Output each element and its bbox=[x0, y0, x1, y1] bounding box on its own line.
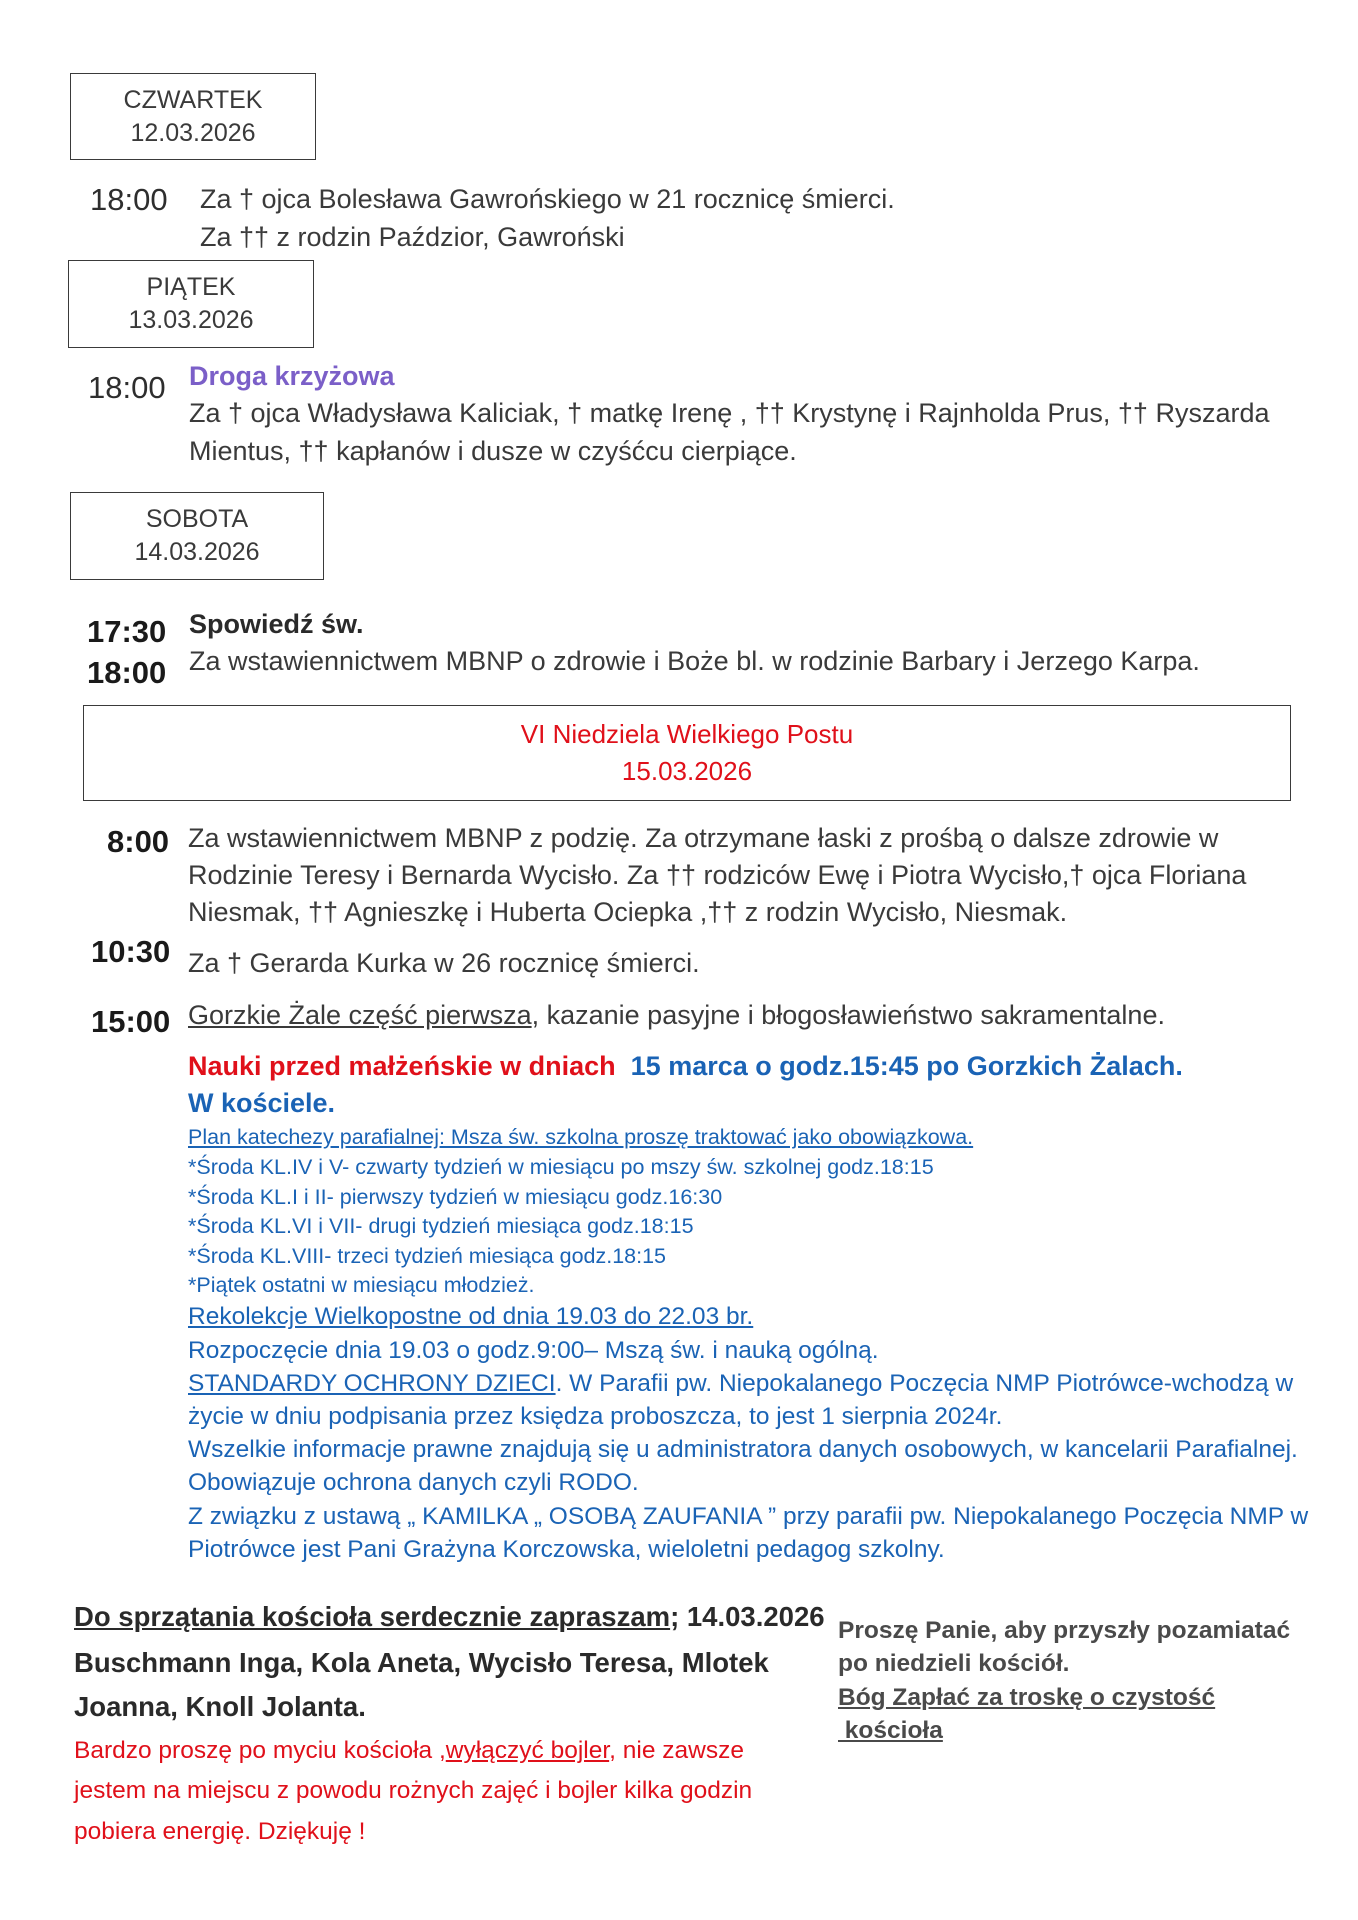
day-name: SOBOTA bbox=[145, 505, 249, 533]
day-header-thursday bbox=[70, 73, 316, 160]
intention-line: Za wstawiennictwem MBNP z podzię. Za otrzymane łaski z prośbą o dalsze zdrowie w bbox=[188, 823, 1219, 853]
boiler-note: pobiera energię. Dziękuję ! bbox=[74, 1818, 366, 1845]
sweep-request: po niedzieli kościół. bbox=[838, 1650, 1070, 1677]
boiler-note: jestem na miejscu z powodu rożnych zajęć i bojler kilka godzin bbox=[74, 1777, 753, 1804]
cleaning-title bbox=[74, 1601, 825, 1633]
intention-line: Za † ojca Władysława Kaliciak, † matkę Irenę , †† Krystynę i Rajnholda Prus, †† Ryszarda bbox=[189, 398, 1270, 428]
event-title: Spowiedź św. bbox=[189, 609, 364, 639]
cleaning-title-date: ; 14.03.2026 bbox=[670, 1601, 825, 1632]
katecheza-item: *Piątek ostatni w miesiącu młodzież. bbox=[188, 1273, 535, 1297]
day-date: 14.03.2026 bbox=[134, 538, 260, 566]
standardy-line bbox=[188, 1370, 1293, 1398]
katecheza-title-link[interactable]: Plan katechezy parafialnej: Msza św. szkolna proszę traktować jako obowiązkowa. bbox=[188, 1125, 974, 1149]
day-header-sunday bbox=[83, 705, 1291, 801]
nauki-blue: 15 marca o godz.15:45 po Gorzkich Żalach. bbox=[630, 1051, 1183, 1081]
nauki-line bbox=[188, 1051, 1183, 1082]
cleaning-names: Buschmann Inga, Kola Aneta, Wycisło Teresa, Mlotek bbox=[74, 1647, 769, 1678]
sunday-title: VI Niedziela Wielkiego Postu bbox=[520, 719, 854, 749]
standardy-link[interactable]: STANDARDY OCHRONY DZIECI bbox=[188, 1370, 556, 1397]
day-date: 15.03.2026 bbox=[621, 756, 753, 786]
rekolekcje-line: Rozpoczęcie dnia 19.03 o godz.9:00– Mszą św. i nauką ogólną. bbox=[188, 1337, 879, 1364]
katecheza-item: *Środa KL.VI i VII- drugi tydzień miesiąca godz.18:15 bbox=[188, 1214, 694, 1238]
day-date: 13.03.2026 bbox=[128, 306, 254, 334]
mass-time: 15:00 bbox=[91, 1004, 171, 1039]
boiler-note-post: , nie zawsze bbox=[609, 1737, 744, 1764]
standardy-rest: . W Parafii pw. Niepokalanego Poczęcia NMP Piotrówce-wchodzą w bbox=[555, 1370, 1294, 1397]
standardy-line2: życie w dniu podpisania przez księdza proboszcza, to jest 1 sierpnia 2024r. bbox=[188, 1403, 1003, 1430]
cleaning-names: Joanna, Knoll Jolanta. bbox=[74, 1691, 366, 1722]
intention-line bbox=[188, 1000, 1165, 1031]
event-title: Droga krzyżowa bbox=[189, 361, 395, 391]
boiler-note-underlined: wyłączyć bojler bbox=[445, 1737, 610, 1764]
thanks-line: kościoła bbox=[838, 1717, 943, 1744]
kamilka-line: Piotrówce jest Pani Grażyna Korczowska, wieloletni pedagog szkolny. bbox=[188, 1536, 945, 1563]
kamilka-line: Z związku z ustawą „ KAMILKA „ OSOBĄ ZAUFANIA ” przy parafii pw. Niepokalanego Poczęcia NMP w bbox=[188, 1503, 1309, 1530]
cleaning-title-underlined: Do sprzątania kościoła serdecznie zapraszam bbox=[74, 1601, 671, 1632]
intention-line: Za †† z rodzin Paździor, Gawroński bbox=[200, 222, 625, 252]
day-name: CZWARTEK bbox=[123, 85, 263, 114]
rodo-line: Obowiązuje ochrona danych czyli RODO. bbox=[188, 1469, 639, 1496]
mass-time: 10:30 bbox=[91, 934, 171, 969]
intention-line: Za wstawiennictwem MBNP o zdrowie i Boże bl. w rodzinie Barbary i Jerzego Karpa. bbox=[189, 646, 1200, 676]
mass-time: 18:00 bbox=[88, 370, 166, 405]
gorzkie-zale-link[interactable]: Gorzkie Żale część pierwsza bbox=[188, 1000, 532, 1030]
boiler-note bbox=[74, 1737, 744, 1765]
day-header-saturday bbox=[70, 492, 324, 580]
rodo-line: Wszelkie informacje prawne znajdują się u administratora danych osobowych, w kancelarii Parafialnej. bbox=[188, 1436, 1298, 1463]
katecheza-item: *Środa KL.IV i V- czwarty tydzień w miesiącu po mszy św. szkolnej godz.18:15 bbox=[188, 1155, 934, 1179]
thanks-line: Bóg Zapłać za troskę o czystość bbox=[838, 1684, 1216, 1711]
intention-line: Rodzinie Teresy i Bernarda Wycisło. Za †† rodziców Ewę i Piotra Wycisło,† ojca Floriana bbox=[188, 860, 1247, 890]
katecheza-item: *Środa KL.VIII- trzeci tydzień miesiąca godz.18:15 bbox=[188, 1244, 667, 1268]
mass-time: 8:00 bbox=[107, 824, 170, 859]
day-name: PIĄTEK bbox=[146, 273, 236, 301]
intention-line: Niesmak, †† Agnieszkę i Huberta Ociepka ,†† z rodzin Wycisło, Niesmak. bbox=[188, 897, 1068, 927]
intention-line: Mientus, †† kapłanów i dusze w czyśćcu cierpiące. bbox=[189, 436, 797, 466]
rekolekcje-link[interactable]: Rekolekcje Wielkopostne od dnia 19.03 do 22.03 br. bbox=[188, 1303, 754, 1330]
mass-time: 18:00 bbox=[90, 182, 168, 217]
nauki-line2: W kościele. bbox=[188, 1088, 336, 1118]
day-header-friday bbox=[68, 260, 314, 348]
boiler-note-pre: Bardzo proszę po myciu kościoła , bbox=[74, 1737, 446, 1764]
sweep-request: Proszę Panie, aby przyszły pozamiatać bbox=[838, 1617, 1291, 1644]
intention-rest: , kazanie pasyjne i błogosławieństwo sakramentalne. bbox=[531, 1000, 1165, 1030]
mass-time: 17:30 bbox=[87, 614, 167, 649]
nauki-red: Nauki przed małżeńskie w dniach bbox=[188, 1051, 616, 1081]
mass-time: 18:00 bbox=[87, 655, 167, 690]
intention-line: Za † ojca Bolesława Gawrońskiego w 21 rocznicę śmierci. bbox=[200, 184, 895, 214]
day-date: 12.03.2026 bbox=[130, 118, 256, 147]
intention-line: Za † Gerarda Kurka w 26 rocznicę śmierci. bbox=[188, 948, 700, 978]
katecheza-item: *Środa KL.I i II- pierwszy tydzień w miesiącu godz.16:30 bbox=[188, 1185, 723, 1209]
